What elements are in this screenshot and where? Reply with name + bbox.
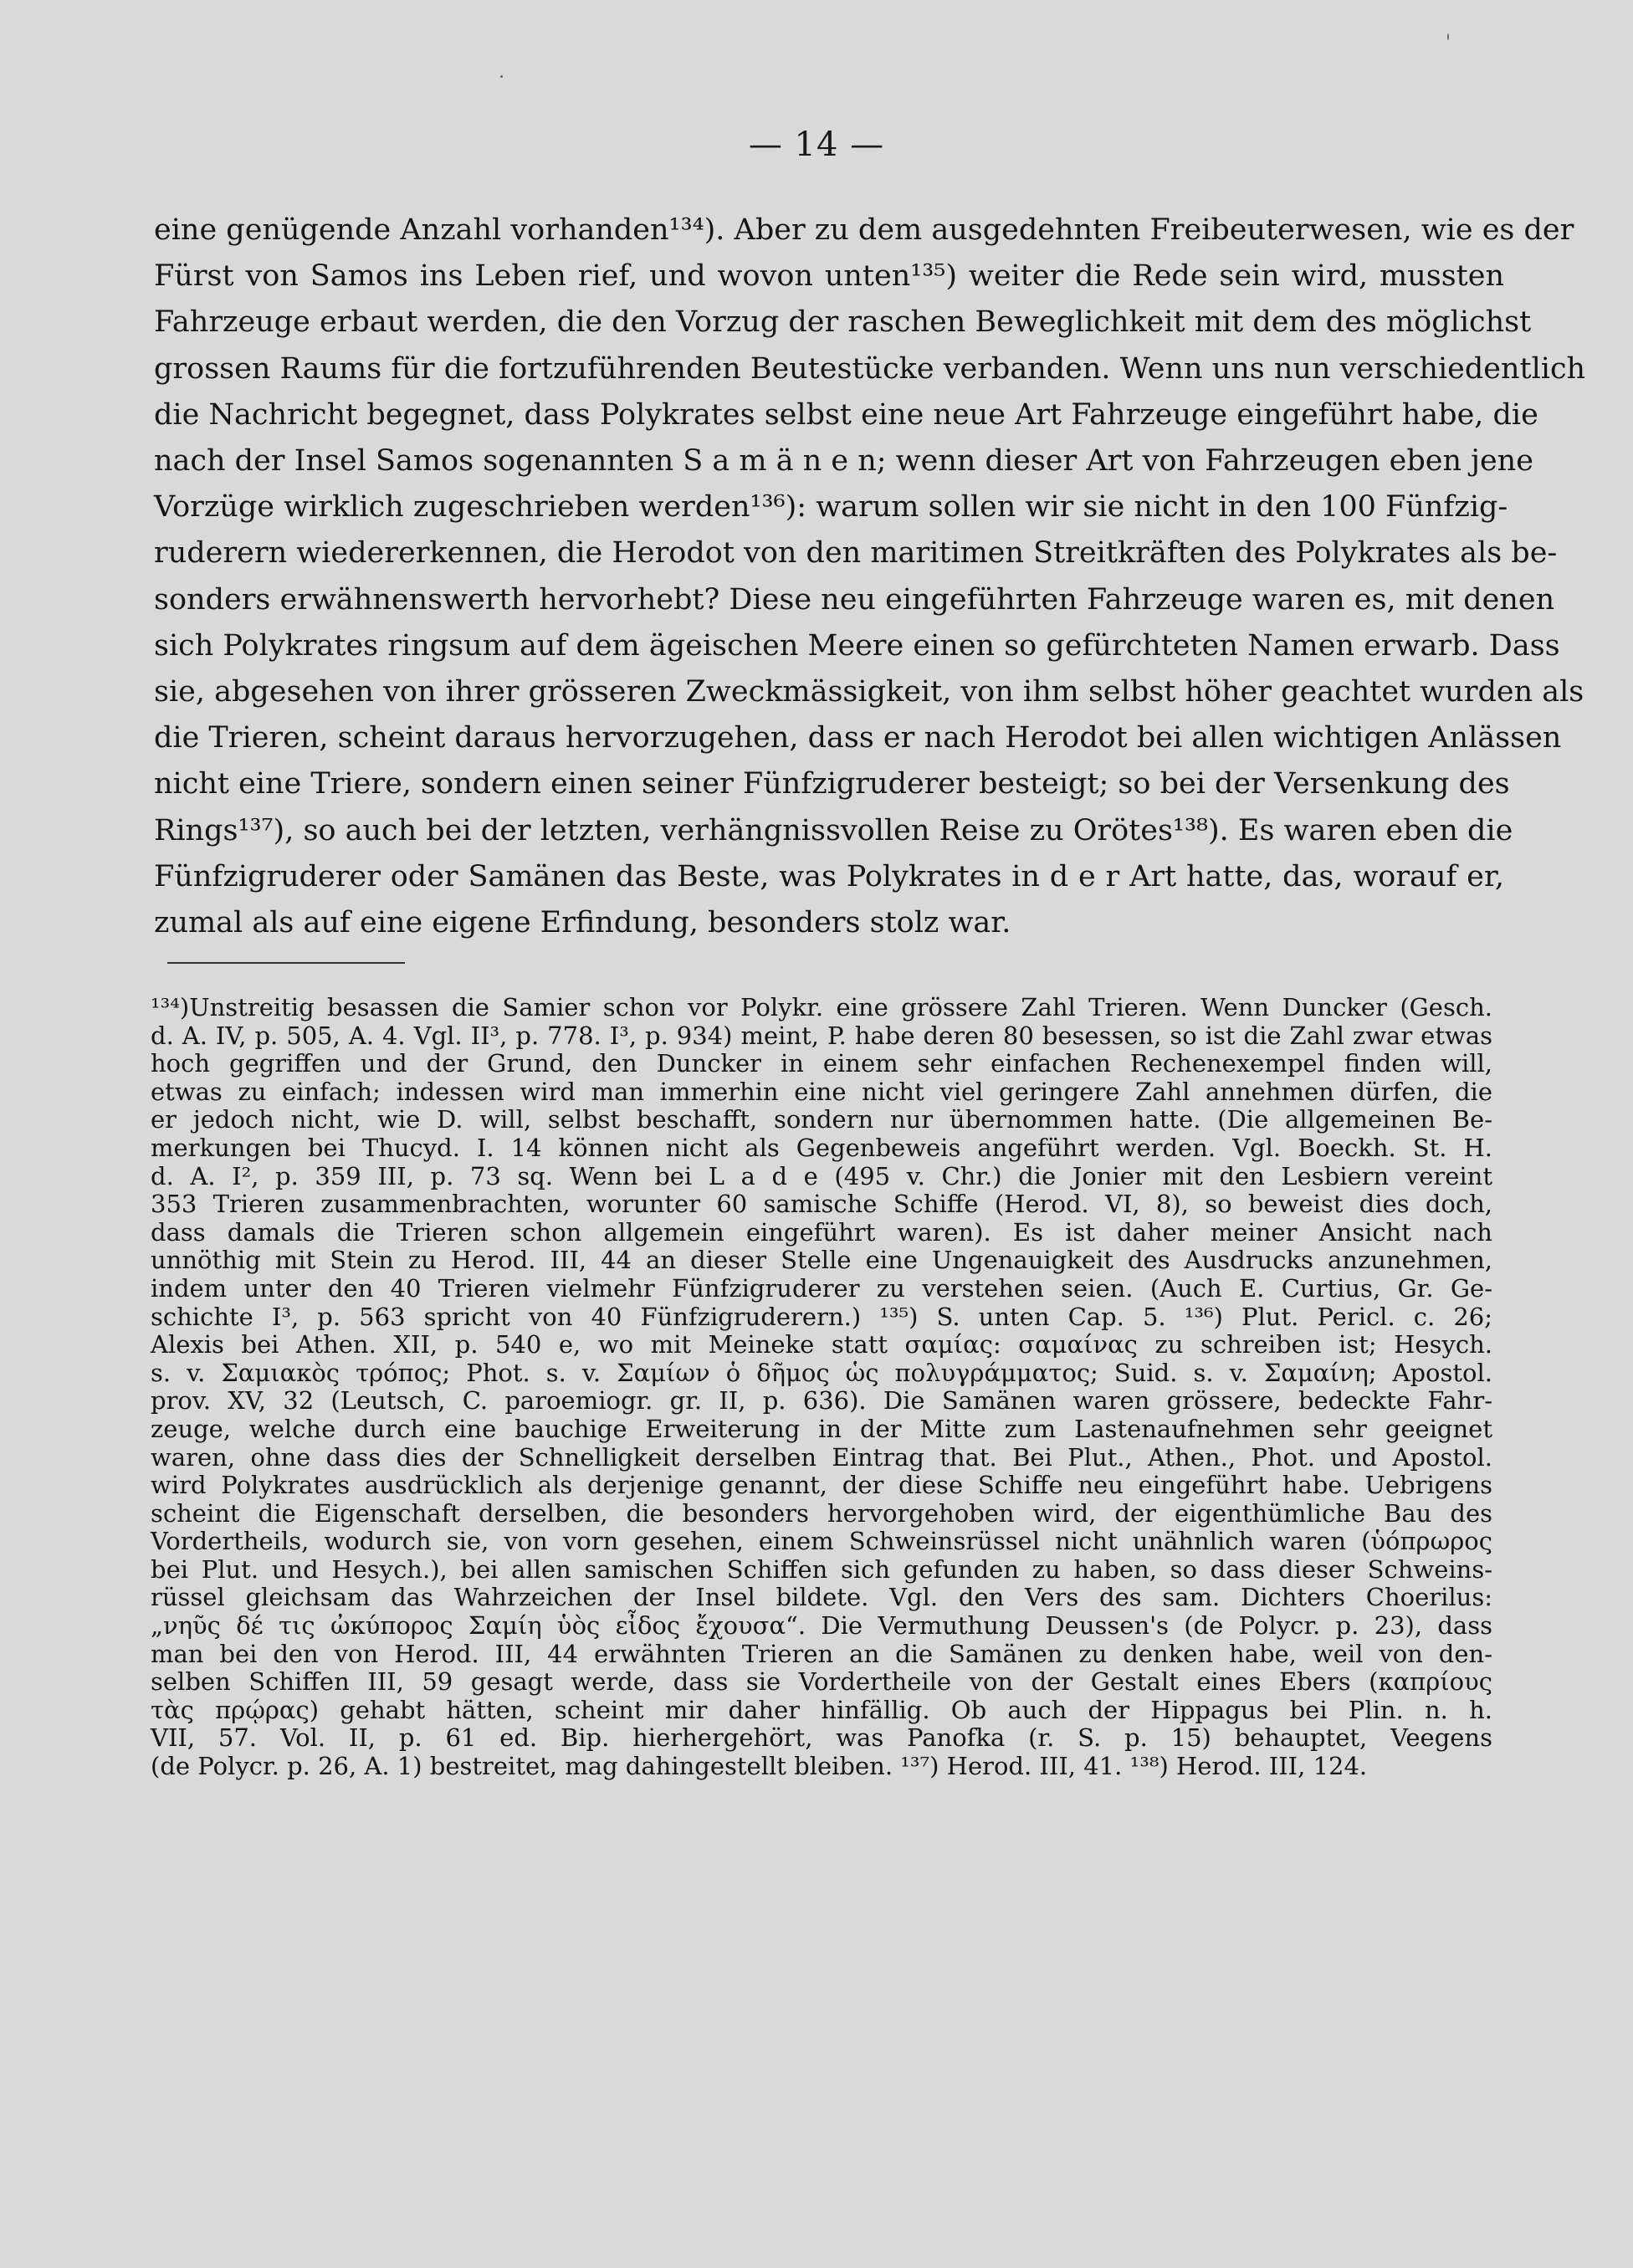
body-text-line: zumal als auf eine eigene Erfindung, besonders stolz war. [154,906,1011,940]
footnote-line: unnöthig mit Stein zu Herod. III, 44 an dieser Stelle eine Ungenauigkeit des Ausdrucks anzunehmen, [151,1246,1492,1275]
body-text-line: Fünfzigruderer oder Samänen das Beste, was Polykrates in d e r Art hatte, das, worauf er, [154,859,1504,893]
footnote-divider [167,962,405,964]
footnote-line: prov. XV, 32 (Leutsch, C. paroemiogr. gr. II, p. 636). Die Samänen waren grössere, bedeckte Fahr- [151,1386,1492,1416]
body-text-line: Rings¹³⁷), so auch bei der letzten, verhängnissvollen Reise zu Orötes¹³⁸). Es waren eben die [154,813,1513,847]
body-text-line: sie, abgesehen von ihrer grösseren Zweckmässigkeit, von ihm selbst höher geachtet wurden als [154,675,1584,709]
footnote-line: „νηῦς δέ τις ὠκύπορος Σαμίη ὑὸς εἶδος ἔχουσα“. Die Vermuthung Deussen's (de Polycr. p. 23), dass [151,1611,1492,1641]
body-text-line: grossen Raums für die fortzuführenden Beutestücke verbanden. Wenn uns nun verschiedentlich [154,351,1586,386]
scan-speck [1447,33,1449,40]
footnote-line: etwas zu einfach; indessen wird man immerhin eine nicht viel geringere Zahl annehmen dürfen, die [151,1077,1492,1106]
body-text-line: die Nachricht begegnet, dass Polykrates selbst eine neue Art Fahrzeuge eingeführt habe, die [154,397,1538,432]
main-body-text [154,207,1586,946]
body-text-line: Fürst von Samos ins Leben rief, und wovon unten¹³⁵) weiter die Rede sein wird, mussten [154,259,1504,294]
body-text-line: sonders erwähnenswerth hervorhebt? Diese neu eingeführten Fahrzeuge waren es, mit denen [154,582,1555,617]
footnote-line: zeuge, welche durch eine bauchige Erweiterung in der Mitte zum Lastenaufnehmen sehr geeignet [151,1414,1492,1443]
body-text-line: ruderern wiedererkennen, die Herodot von den maritimen Streitkräften des Polykrates als be- [154,536,1558,571]
footnote-line: (de Polycr. p. 26, A. 1) bestreitet, mag dahingestellt bleiben. ¹³⁷) Herod. III, 41. ¹³⁸) Herod. III, 124. [151,1752,1368,1781]
footnote-line: ¹³⁴)Unstreitig besassen die Samier schon vor Polykr. eine grössere Zahl Trieren. Wenn Duncker (Gesch. [151,993,1492,1021]
footnote-line: dass damals die Trieren schon allgemein eingeführt waren). Es ist daher meiner Ansicht nach [151,1217,1492,1247]
body-text-line: die Trieren, scheint daraus hervorzugehen, dass er nach Herodot bei allen wichtigen Anlässen [154,721,1562,755]
footnote-line: indem unter den 40 Trieren vielmehr Fünfzigruderer zu verstehen seien. (Auch E. Curtius, Gr. Ge- [151,1273,1492,1303]
footnote-line: Alexis bei Athen. XII, p. 540 e, wo mit Meineke statt σαμίας: σαμαίνας zu schreiben ist; Hesych. [151,1330,1492,1359]
footnote-line: merkungen bei Thucyd. I. 14 können nicht als Gegenbeweis angeführt werden. Vgl. Boeckh. St. H. [151,1133,1492,1162]
body-text-line: nicht eine Triere, sondern einen seiner Fünfzigruderer besteigt; so bei der Versenkung des [154,767,1510,801]
footnote-line: τὰς πρῴρας) gehabt hätten, scheint mir daher hinfällig. Ob auch der Hippagus bei Plin. n. h. [151,1695,1492,1724]
footnote-line: d. A. IV, p. 505, A. 4. Vgl. II³, p. 778. I³, p. 934) meint, P. habe deren 80 besessen, so ist die Zahl zwar etwas [151,1021,1492,1050]
footnotes-block [151,994,1492,1781]
body-text-line: sich Polykrates ringsum auf dem ägeischen Meere einen so gefürchteten Namen erwarb. Dass [154,628,1560,663]
body-text-line: nach der Insel Samos sogenannten S a m ä n e n; wenn dieser Art von Fahrzeugen eben jene [154,444,1533,479]
footnote-line: er jedoch nicht, wie D. will, selbst beschafft, sondern nur übernommen hatte. (Die allgemeinen Be- [151,1105,1492,1134]
scan-speck [500,75,503,78]
footnote-line: hoch gegriffen und der Grund, den Duncker in einem sehr einfachen Rechenexempel finden will, [151,1049,1492,1078]
footnote-line: waren, ohne dass dies der Schnelligkeit derselben Eintrag that. Bei Plut., Athen., Phot. und Apostol. [151,1442,1492,1472]
footnote-line: bei Plut. und Hesych.), bei allen samischen Schiffen sich gefunden zu haben, so dass dieser Schweins- [151,1554,1492,1584]
footnote-line: rüssel gleichsam das Wahrzeichen der Insel bildete. Vgl. den Vers des sam. Dichters Choerilus: [151,1583,1492,1612]
footnote-line: VII, 57. Vol. II, p. 61 ed. Bip. hierhergehört, was Panofka (r. S. p. 15) behauptet, Veegens [151,1723,1492,1753]
footnote-line: Vordertheils, wodurch sie, von vorn gesehen, einem Schweinsrüssel nicht unähnlich waren (ὑόπρωρος [151,1527,1492,1556]
body-text-line: Vorzüge wirklich zugeschrieben werden¹³⁶): warum sollen wir sie nicht in den 100 Fünfzig- [154,490,1508,525]
footnote-line: wird Polykrates ausdrücklich als derjenige genannt, der diese Schiffe neu eingeführt habe. Uebrigens [151,1471,1492,1500]
footnote-line: 353 Trieren zusammenbrachten, worunter 60 samische Schiffe (Herod. VI, 8), so beweist dies doch, [151,1190,1492,1219]
page-number: — 14 — [748,125,885,164]
body-text-line: Fahrzeuge erbaut werden, die den Vorzug der raschen Beweglichkeit mit dem des möglichst [154,305,1532,340]
footnote-line: scheint die Eigenschaft derselben, die besonders hervorgehoben wird, der eigenthümliche Bau des [151,1498,1492,1528]
footnote-line: schichte I³, p. 563 spricht von 40 Fünfzigruderern.) ¹³⁵) S. unten Cap. 5. ¹³⁶) Plut. Pericl. c. 26; [151,1302,1492,1331]
footnote-line: man bei den von Herod. III, 44 erwähnten Trieren an die Samänen zu denken habe, weil von den- [151,1639,1492,1668]
footnote-line: s. v. Σαμιακὸς τρόπος; Phot. s. v. Σαμίων ὁ δῆμος ὡς πολυγράμματος; Suid. s. v. Σαμαίνη; Apostol. [151,1358,1492,1387]
footnote-line: selben Schiffen III, 59 gesagt werde, dass sie Vordertheile von der Gestalt eines Ebers (καπρίους [151,1667,1492,1697]
body-text-line: eine genügende Anzahl vorhanden¹³⁴). Aber zu dem ausgedehnten Freibeuterwesen, wie es der [154,213,1574,247]
footnote-line: d. A. I², p. 359 III, p. 73 sq. Wenn bei L a d e (495 v. Chr.) die Jonier mit den Lesbiern vereint [151,1161,1492,1190]
